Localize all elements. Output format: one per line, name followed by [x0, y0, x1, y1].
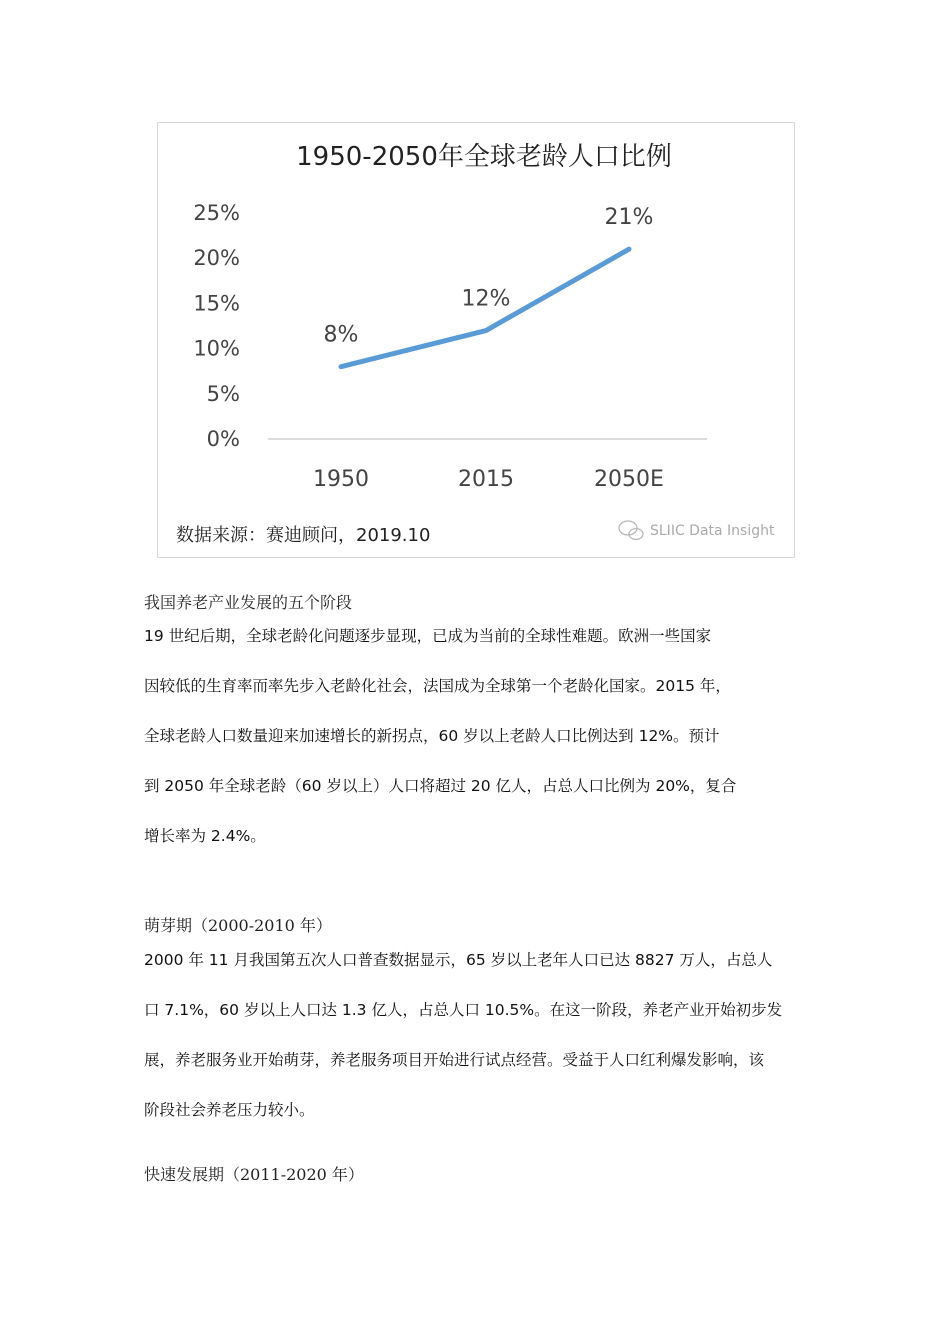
line-chart	[158, 123, 794, 557]
y-tick-label: 15%	[193, 291, 240, 316]
x-tick-label: 2050E	[594, 467, 664, 492]
y-tick-label: 5%	[206, 381, 240, 406]
text-line: 展，养老服务业开始萌芽，养老服务项目开始进行试点经营。受益于人口红利爆发影响，该	[144, 1051, 765, 1069]
text-line: 到 2050 年全球老龄（60 岁以上）人口将超过 20 亿人，占总人口比例为 20%，复合	[144, 777, 737, 795]
chart-figure	[157, 122, 795, 558]
text-line: 阶段社会养老压力较小。	[144, 1101, 315, 1119]
data-label: 21%	[604, 205, 654, 231]
data-label: 8%	[323, 322, 359, 348]
section-heading-five-stages: 我国养老产业发展的五个阶段	[144, 593, 353, 612]
text-line: 2000 年 11 月我国第五次人口普查数据显示，65 岁以上老年人口已达 8827 万人，占总人	[144, 951, 773, 969]
y-tick-label: 10%	[193, 336, 240, 361]
section-heading-sprouting: 萌芽期（2000-2010 年）	[144, 916, 332, 935]
text-line: 全球老龄人口数量迎来加速增长的新拐点，60 岁以上老龄人口比例达到 12%。预计	[144, 727, 720, 745]
chart-source: 数据来源：赛迪顾问，2019.10	[176, 525, 431, 546]
y-tick-label: 0%	[206, 427, 240, 451]
data-label: 12%	[461, 286, 511, 312]
y-tick-label: 25%	[193, 201, 240, 225]
section-heading-rapid-growth: 快速发展期（2011-2020 年）	[144, 1165, 364, 1184]
text-line: 增长率为 2.4%。	[144, 827, 266, 845]
text-line: 因较低的生育率而率先步入老龄化社会，法国成为全球第一个老龄化国家。2015 年，	[144, 677, 731, 695]
watermark-text: SLIIC Data Insight	[650, 523, 775, 539]
x-tick-label: 2015	[458, 467, 514, 492]
y-tick-label: 20%	[193, 246, 240, 271]
paragraph-global-aging	[144, 623, 736, 873]
x-tick-label: 1950	[313, 467, 369, 492]
text-line: 19 世纪后期，全球老龄化问题逐步显现，已成为当前的全球性难题。欧洲一些国家	[144, 627, 712, 645]
text-line: 口 7.1%，60 岁以上人口达 1.3 亿人，占总人口 10.5%。在这一阶段，养老产业开始初步发	[144, 1001, 783, 1019]
paragraph-sprouting	[144, 947, 782, 1147]
chart-title: 1950-2050年全球老龄人口比例	[296, 142, 672, 172]
watermark	[619, 521, 775, 540]
wechat-icon	[619, 521, 643, 540]
